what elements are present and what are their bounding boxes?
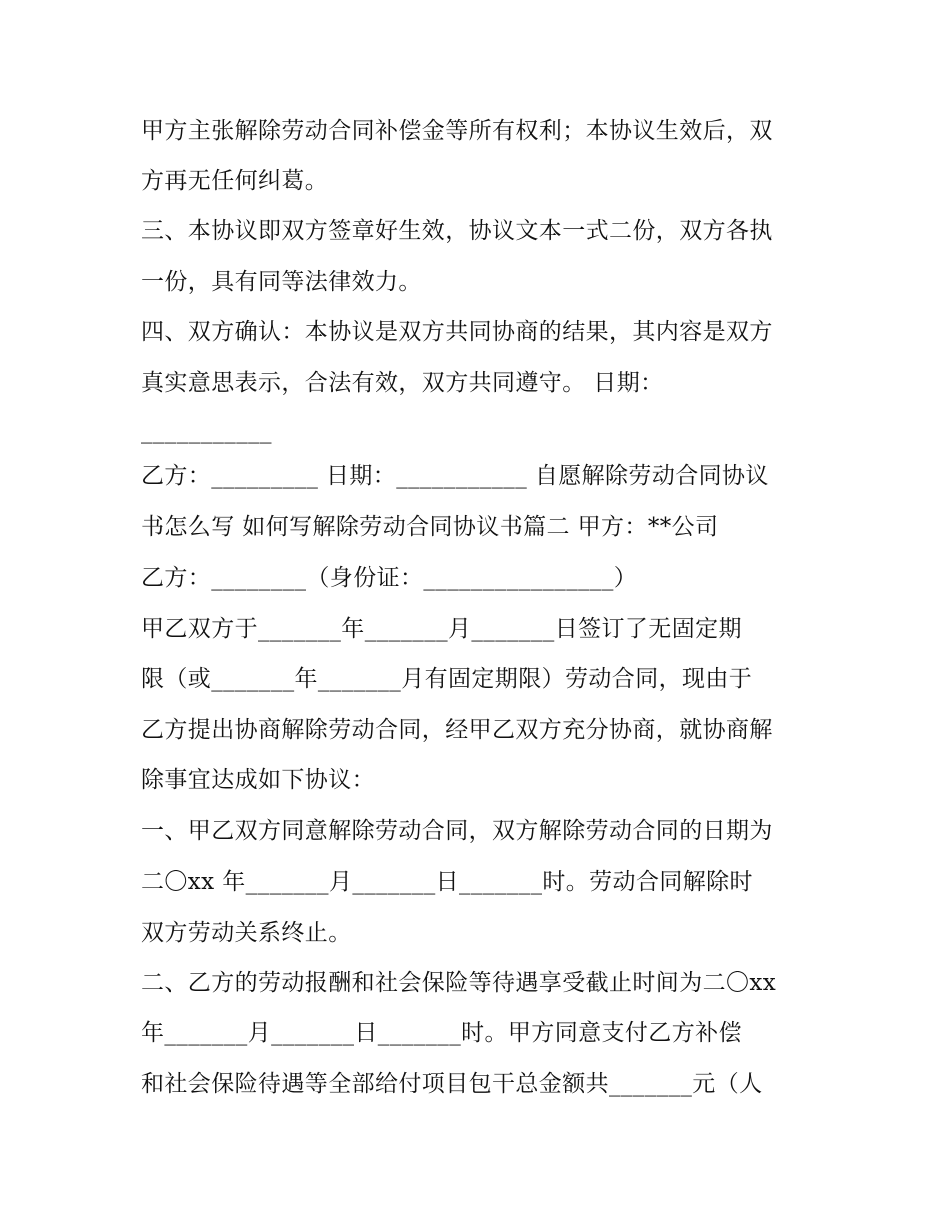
- text-line: 二〇xx 年_______月_______日_______时。劳动合同解除时: [141, 869, 753, 895]
- text-line: 双方劳动关系终止。: [141, 920, 352, 946]
- text-line: 真实意思表示，合法有效，双方共同遵守。 日期：: [141, 370, 664, 396]
- text-line: 除事宜达成如下协议：: [141, 767, 375, 793]
- text-line: 和社会保险待遇等全部给付项目包干总金额共_______元（人: [141, 1071, 763, 1097]
- text-line: 一、甲乙双方同意解除劳动合同，双方解除劳动合同的日期为: [141, 818, 773, 844]
- text-line: 甲乙双方于_______年_______月_______日签订了无固定期: [141, 616, 742, 642]
- text-line: 二、乙方的劳动报酬和社会保险等待遇享受截止时间为二〇xx: [141, 970, 777, 996]
- text-line: 限（或_______年_______月有固定期限）劳动合同，现由于: [141, 666, 753, 692]
- text-line: 一份，具有同等法律效力。: [141, 269, 422, 295]
- text-line: 乙方：________（身份证：________________）: [141, 565, 638, 591]
- text-line: 乙方提出协商解除劳动合同，经甲乙双方充分协商，就协商解: [141, 717, 773, 743]
- text-line: 年_______月_______日_______时。甲方同意支付乙方补偿: [141, 1020, 742, 1046]
- text-line: 甲方主张解除劳动合同补偿金等所有权利；本协议生效后，双: [141, 118, 773, 144]
- text-line: 方再无任何纠葛。: [141, 168, 329, 194]
- text-line: 书怎么写 如何写解除劳动合同协议书篇二 甲方：**公司: [141, 514, 719, 540]
- signature-blank: ___________: [141, 418, 272, 444]
- text-line: 四、双方确认：本协议是双方共同协商的结果，其内容是双方: [141, 319, 773, 345]
- text-line: 乙方：_________ 日期：___________ 自愿解除劳动合同协议: [141, 463, 769, 489]
- text-line: 三、本协议即双方签章好生效，协议文本一式二份，双方各执: [141, 218, 773, 244]
